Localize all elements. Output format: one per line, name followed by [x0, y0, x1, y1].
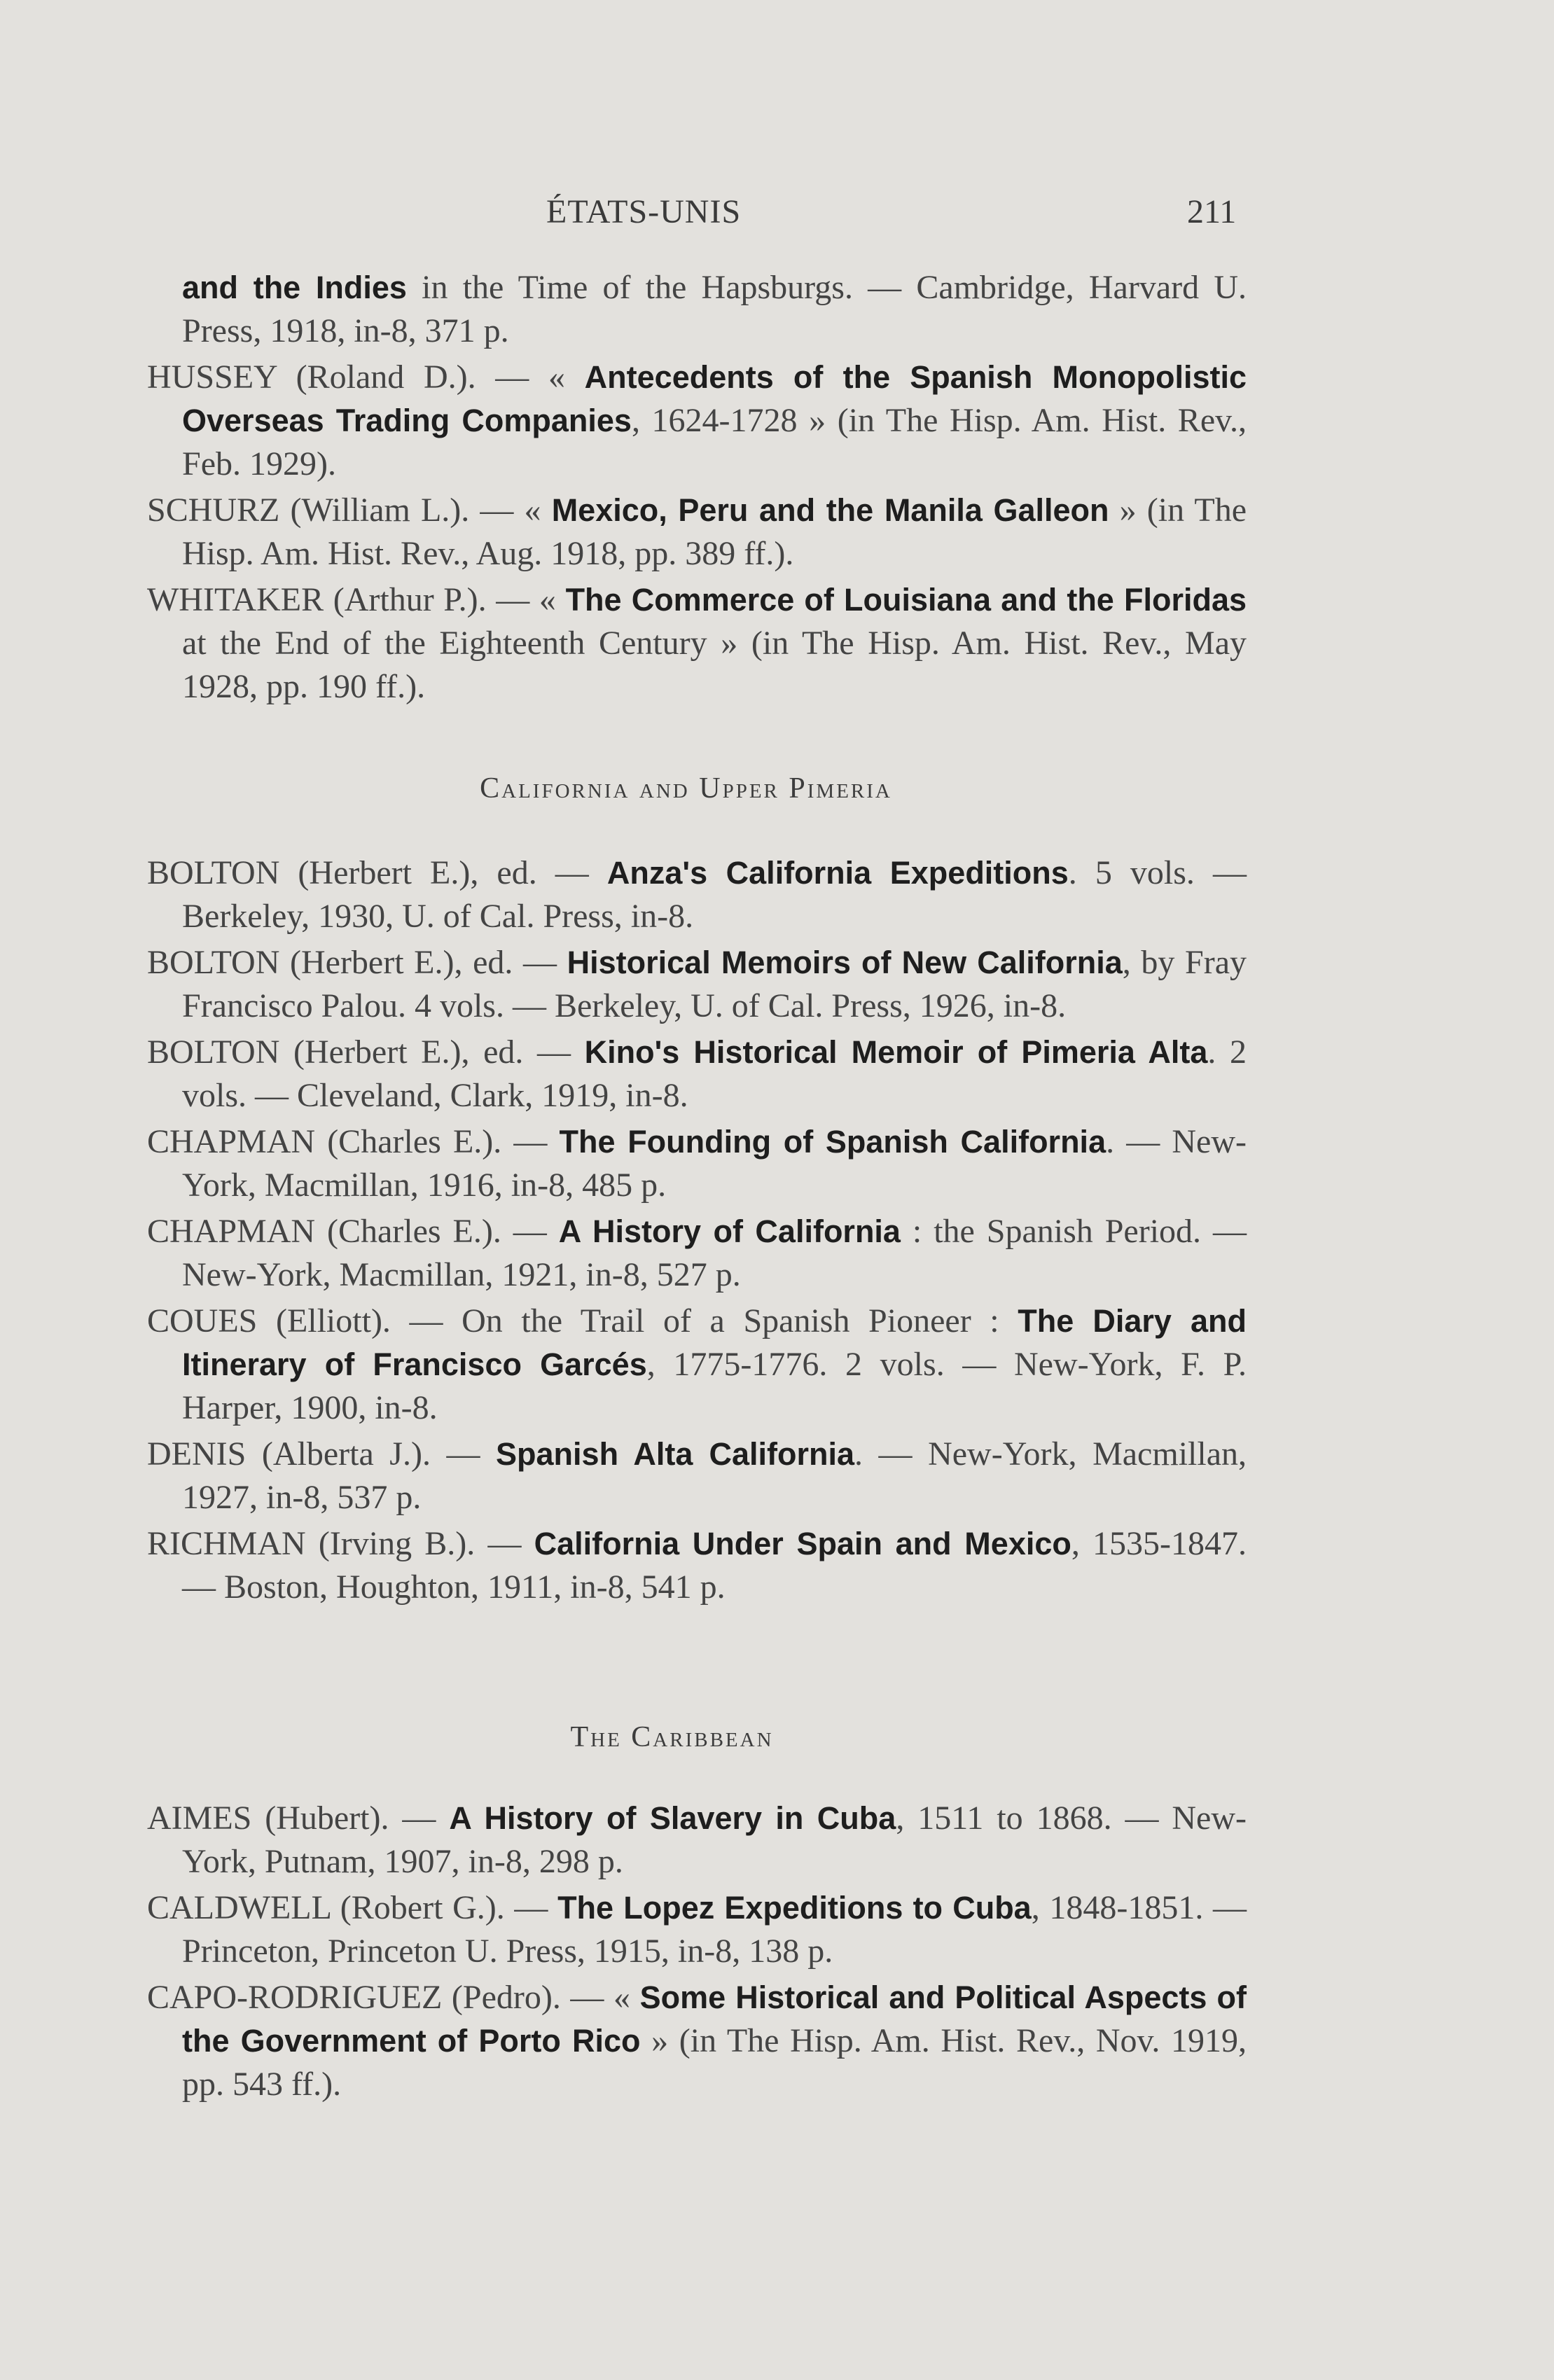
- entry-details: . 2 vols. — Cleveland, Clark, 1919, in-8.: [182, 1034, 1247, 1114]
- bibliography-block-intro: [147, 266, 1247, 711]
- entry-details: , by Fray Francisco Palou. 4 vols. — Berkeley, U. of Cal. Press, 1926, in-8.: [182, 944, 1247, 1024]
- entry-author: CALDWELL (Robert G.). —: [147, 1889, 558, 1926]
- bibliography-entry: [147, 356, 1247, 486]
- bibliography-entry: [147, 1886, 1247, 1973]
- bibliography-entry: [147, 1031, 1247, 1118]
- entry-title: Kino's Historical Memoir of Pimeria Alta: [584, 1034, 1208, 1070]
- entry-author: BOLTON (Herbert E.), ed. —: [147, 1034, 585, 1071]
- entry-author: BOLTON (Herbert E.), ed. —: [147, 944, 567, 981]
- entry-details: . 5 vols. — Berkeley, 1930, U. of Cal. Press, in-8.: [182, 854, 1247, 935]
- entry-author: CHAPMAN (Charles E.). —: [147, 1123, 560, 1160]
- bibliography-entry: [147, 1976, 1247, 2106]
- entry-author: CAPO-RODRIGUEZ (Pedro). — «: [147, 1979, 640, 2016]
- bibliography-entry: [147, 1210, 1247, 1297]
- entry-details: : the Spanish Period. — New-York, Macmillan, 1921, in-8, 527 p.: [182, 1213, 1247, 1293]
- bibliography-block-caribbean: [147, 1797, 1247, 2109]
- entry-title: Antecedents of the Spanish Monopolistic Overseas Trading Companies: [182, 359, 1247, 438]
- entry-author: HUSSEY (Roland D.). — «: [147, 359, 585, 396]
- bibliography-entry: [147, 1120, 1247, 1207]
- bibliography-entry: [147, 941, 1247, 1028]
- section-heading-caribbean: The Caribbean: [570, 1721, 774, 1753]
- entry-title: A History of Slavery in Cuba: [449, 1800, 896, 1836]
- bibliography-block-california: [147, 851, 1247, 1612]
- entry-title: Spanish Alta California: [496, 1436, 855, 1472]
- entry-title: and the Indies: [182, 270, 407, 305]
- bibliography-entry: [147, 1433, 1247, 1519]
- entry-details: . — New-York, Macmillan, 1927, in-8, 537 p.: [182, 1435, 1247, 1516]
- entry-author: RICHMAN (Irving B.). —: [147, 1525, 534, 1562]
- entry-author: WHITAKER (Arthur P.). — «: [147, 581, 566, 618]
- entry-author: AIMES (Hubert). —: [147, 1800, 450, 1837]
- entry-title: Mexico, Peru and the Manila Galleon: [551, 492, 1109, 528]
- entry-details: at the End of the Eighteenth Century » (in The Hisp. Am. Hist. Rev., May 1928, pp. 190 ff.).: [182, 625, 1247, 705]
- entry-details: . — New-York, Macmillan, 1916, in-8, 485 p.: [182, 1123, 1247, 1204]
- entry-details: , 1624-1728 » (in The Hisp. Am. Hist. Rev., Feb. 1929).: [182, 402, 1247, 482]
- page-number: 211: [1187, 193, 1237, 230]
- entry-details: , 1775-1776. 2 vols. — New-York, F. P. Harper, 1900, in-8.: [182, 1346, 1247, 1426]
- section-heading-california: California and Upper Pimeria: [480, 772, 892, 805]
- entry-details: , 1535-1847. — Boston, Houghton, 1911, in-8, 541 p.: [182, 1525, 1247, 1606]
- entry-title: Anza's California Expeditions: [606, 855, 1069, 891]
- entry-details: , 1511 to 1868. — New-York, Putnam, 1907, in-8, 298 p.: [182, 1800, 1247, 1880]
- entry-title: The Lopez Expeditions to Cuba: [557, 1890, 1032, 1926]
- bibliography-entry: [147, 578, 1247, 709]
- entry-details: » (in The Hisp. Am. Hist. Rev., Aug. 1918, pp. 389 ff.).: [182, 492, 1247, 572]
- bibliography-entry: [147, 851, 1247, 938]
- entry-title: The Diary and Itinerary of Francisco Garcés: [182, 1303, 1247, 1382]
- entry-author: BOLTON (Herbert E.), ed. —: [147, 854, 607, 891]
- entry-title: A History of California: [558, 1213, 901, 1249]
- bibliography-entry: [147, 489, 1247, 576]
- entry-author: DENIS (Alberta J.). —: [147, 1435, 497, 1473]
- running-header-title: ÉTATS-UNIS: [546, 193, 742, 230]
- entry-title: California Under Spain and Mexico: [534, 1526, 1071, 1561]
- bibliography-entry: [147, 1522, 1247, 1609]
- entry-details: in the Time of the Hapsburgs. — Cambridge, Harvard U. Press, 1918, in-8, 371 p.: [182, 269, 1247, 349]
- bibliography-entry: [147, 1797, 1247, 1884]
- entry-author: CHAPMAN (Charles E.). —: [147, 1213, 559, 1250]
- entry-title: Historical Memoirs of New California: [567, 945, 1123, 980]
- bibliography-entry: [147, 266, 1247, 353]
- entry-title: Some Historical and Political Aspects of the Government of Porto Rico: [182, 1979, 1247, 2059]
- entry-author: SCHURZ (William L.). — «: [147, 492, 552, 529]
- entry-details: » (in The Hisp. Am. Hist. Rev., Nov. 1919, pp. 543 ff.).: [182, 2022, 1247, 2103]
- entry-author: COUES (Elliott). — On the Trail of a Spanish Pioneer :: [147, 1302, 1018, 1339]
- entry-details: , 1848-1851. — Princeton, Princeton U. Press, 1915, in-8, 138 p.: [182, 1889, 1247, 1970]
- entry-title: The Founding of Spanish California: [559, 1124, 1106, 1160]
- entry-title: The Commerce of Louisiana and the Floridas: [565, 582, 1247, 618]
- bibliography-entry: [147, 1300, 1247, 1430]
